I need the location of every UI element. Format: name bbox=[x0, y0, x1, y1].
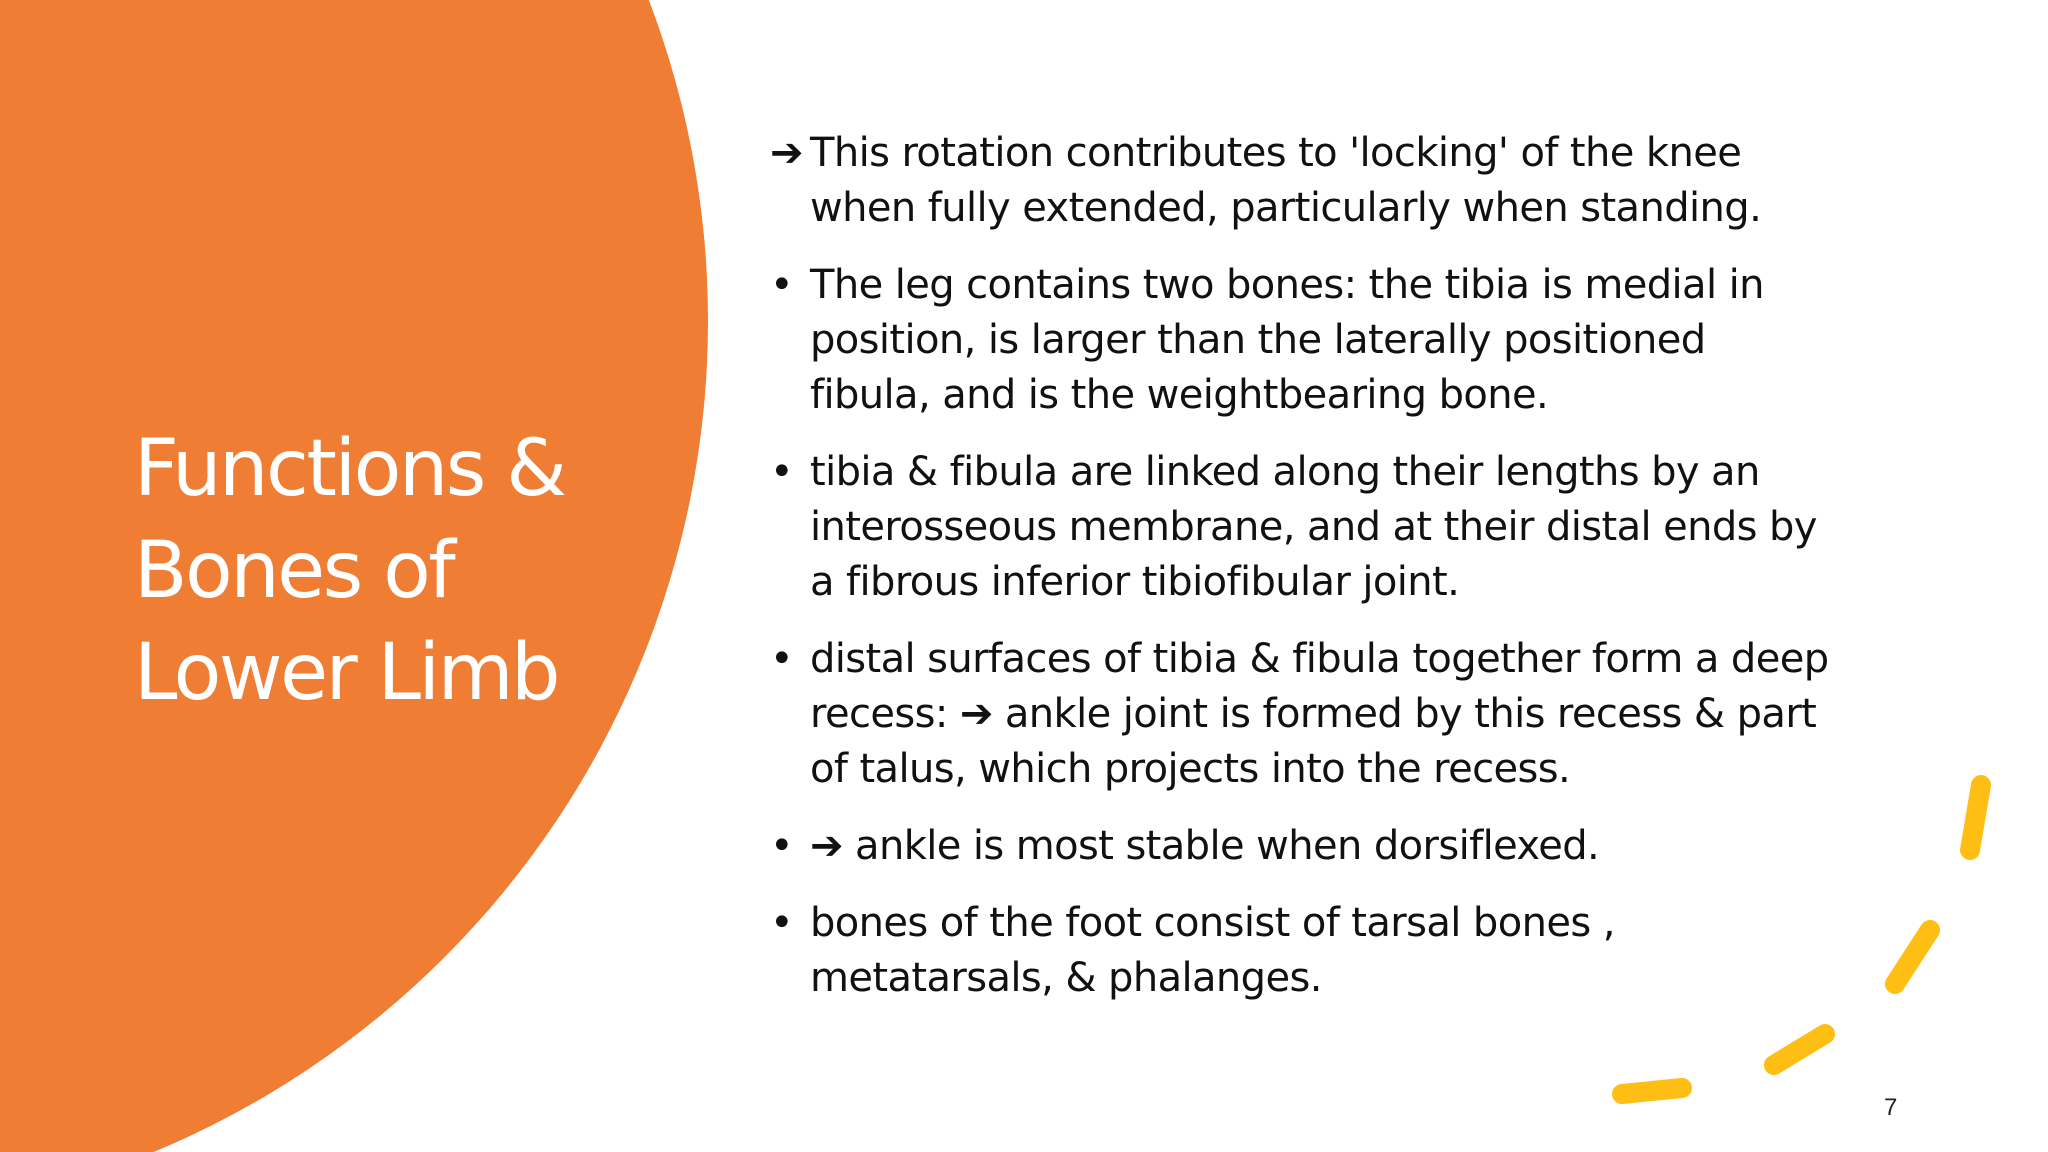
list-item bbox=[770, 896, 1950, 1006]
arrow-icon: ➔ bbox=[810, 823, 843, 869]
title-line: Functions & bbox=[134, 424, 565, 514]
arrow-icon: ➔ bbox=[770, 130, 803, 176]
item-line bbox=[810, 687, 1950, 742]
item-line: The leg contains two bones: the tibia is medial in bbox=[810, 262, 1764, 308]
item-line: position, is larger than the laterally positioned bbox=[810, 317, 1706, 363]
arrow-icon: ➔ bbox=[959, 691, 993, 737]
item-line bbox=[770, 126, 1950, 181]
bullet-icon: • bbox=[770, 823, 793, 869]
dash-segment bbox=[1622, 1088, 1682, 1094]
bullet-icon: • bbox=[770, 636, 793, 682]
list-item bbox=[770, 445, 1950, 610]
item-line: a fibrous inferior tibiofibular joint. bbox=[810, 559, 1460, 605]
item-line: when fully extended, particularly when standing. bbox=[810, 185, 1762, 231]
item-line: of talus, which projects into the recess. bbox=[810, 746, 1571, 792]
item-text: ankle joint is formed by this recess & part bbox=[992, 691, 1817, 737]
item-line: fibula, and is the weightbearing bone. bbox=[810, 372, 1549, 418]
content-list bbox=[770, 126, 1950, 1028]
list-item bbox=[770, 126, 1950, 236]
title-line: Lower Limb bbox=[134, 628, 559, 718]
dash-segment bbox=[1970, 785, 1981, 850]
item-line: interosseous membrane, and at their distal ends by bbox=[810, 504, 1817, 550]
page-number: 7 bbox=[1884, 1094, 1898, 1121]
title-line: Bones of bbox=[134, 526, 454, 616]
item-line: metatarsals, & phalanges. bbox=[810, 955, 1322, 1001]
bullet-icon: • bbox=[770, 900, 793, 946]
list-item bbox=[770, 632, 1950, 797]
item-line: distal surfaces of tibia & fibula together form a deep bbox=[810, 636, 1829, 682]
item-line bbox=[810, 819, 1950, 874]
bullet-icon: • bbox=[770, 449, 793, 495]
item-text: This rotation contributes to 'locking' of the knee bbox=[810, 130, 1742, 176]
slide-title bbox=[134, 418, 694, 724]
item-text: recess: bbox=[810, 691, 960, 737]
item-line: bones of the foot consist of tarsal bones , bbox=[810, 900, 1615, 946]
bullet-icon: • bbox=[770, 262, 793, 308]
list-item bbox=[770, 258, 1950, 423]
dash-segment bbox=[1774, 1034, 1825, 1065]
item-text: ankle is most stable when dorsiflexed. bbox=[842, 823, 1600, 869]
list-item bbox=[770, 819, 1950, 874]
item-line: tibia & fibula are linked along their lengths by an bbox=[810, 449, 1760, 495]
